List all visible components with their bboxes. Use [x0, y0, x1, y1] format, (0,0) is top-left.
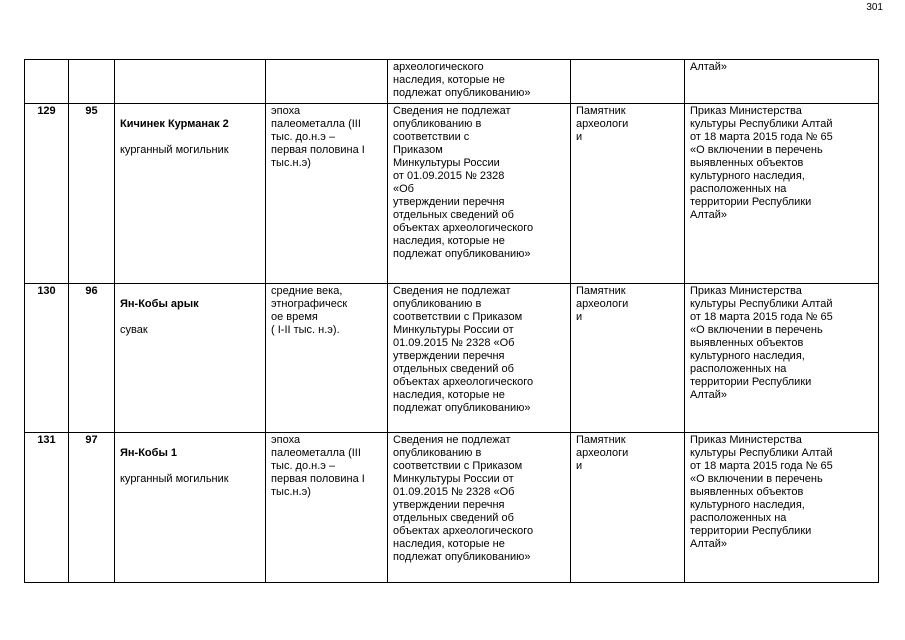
cell-name	[115, 60, 266, 104]
object-title: Кичинек Курманак 2	[120, 118, 229, 130]
heritage-registry-table	[24, 59, 879, 583]
object-title: Ян-Кобы 1	[120, 447, 178, 459]
cell-info: Сведения не подлежат опубликованию в соответствии с Приказом Минкультуры России от 01.09.2015 № 2328 «Об утверждении перечня отдельных сведений об объектах археологического наследия, которые не подлежат опубликованию»	[388, 104, 571, 284]
cell-category: Памятник археологи и	[571, 104, 685, 284]
cell-category: Памятник археологи и	[571, 433, 685, 583]
cell-num	[25, 60, 69, 104]
cell-dating	[266, 60, 388, 104]
object-kind: курганный могильник	[120, 144, 229, 156]
cell-info: Сведения не подлежат опубликованию в соответствии с Приказом Минкультуры России от 01.09.2015 № 2328 «Об утверждении перечня отдельных сведений об объектах археологического наследия, которые не подлежат опубликованию»	[388, 433, 571, 583]
cell-num: 131	[25, 433, 69, 583]
cell-dating: средние века, этнографическ ое время ( I-II тыс. н.э).	[266, 284, 388, 433]
object-kind: курганный могильник	[120, 473, 229, 485]
cell-local-num: 95	[69, 104, 115, 284]
table-row	[25, 104, 879, 284]
cell-name	[115, 104, 266, 284]
cell-document: Алтай»	[685, 60, 879, 104]
cell-category	[571, 60, 685, 104]
object-kind: сувак	[120, 324, 148, 336]
cell-document: Приказ Министерства культуры Республики Алтай от 18 марта 2015 года № 65 «О включении в перечень выявленных объектов культурного наследия, расположенных на территории Республики Алтай»	[685, 284, 879, 433]
object-title: Ян-Кобы арык	[120, 298, 199, 310]
cell-info: Сведения не подлежат опубликованию в соответствии с Приказом Минкультуры России от 01.09.2015 № 2328 «Об утверждении перечня отдельных сведений об объектах археологического наследия, которые не подлежат опубликованию»	[388, 284, 571, 433]
page-number: 301	[866, 2, 883, 13]
cell-name	[115, 433, 266, 583]
table-row-continuation	[25, 60, 879, 104]
cell-num: 129	[25, 104, 69, 284]
cell-name	[115, 284, 266, 433]
table-row	[25, 433, 879, 583]
cell-dating: эпоха палеометалла (III тыс. до.н.э – первая половина I тыс.н.э)	[266, 433, 388, 583]
cell-category: Памятник археологи и	[571, 284, 685, 433]
cell-local-num: 96	[69, 284, 115, 433]
cell-num: 130	[25, 284, 69, 433]
cell-local-num	[69, 60, 115, 104]
cell-dating: эпоха палеометалла (III тыс. до.н.э – первая половина I тыс.н.э)	[266, 104, 388, 284]
cell-local-num: 97	[69, 433, 115, 583]
cell-document: Приказ Министерства культуры Республики Алтай от 18 марта 2015 года № 65 «О включении в перечень выявленных объектов культурного наследия, расположенных на территории Республики Алтай»	[685, 433, 879, 583]
cell-info: археологического наследия, которые не подлежат опубликованию»	[388, 60, 571, 104]
cell-document: Приказ Министерства культуры Республики Алтай от 18 марта 2015 года № 65 «О включении в перечень выявленных объектов культурного наследия, расположенных на территории Республики Алтай»	[685, 104, 879, 284]
table-row	[25, 284, 879, 433]
